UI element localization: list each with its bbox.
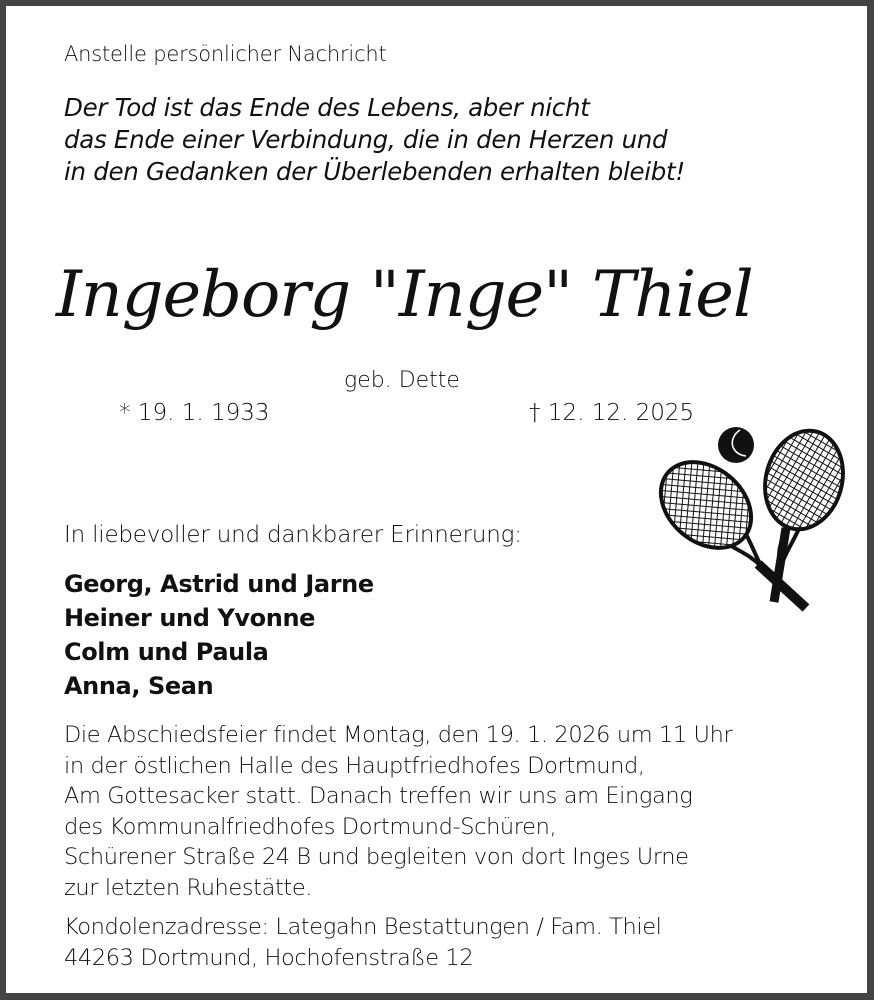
quote-line: Der Tod ist das Ende des Lebens, aber nicht bbox=[64, 93, 590, 122]
memory-line: In liebevoller und dankbarer Erinnerung: bbox=[64, 522, 522, 548]
family-member: Anna, Sean bbox=[64, 672, 214, 700]
family-member: Heiner und Yvonne bbox=[64, 604, 316, 632]
family-member: Colm und Paula bbox=[64, 638, 269, 666]
ceremony-line: zur letzten Ruhestätte. bbox=[64, 874, 313, 901]
birth-date: * 19. 1. 1933 bbox=[119, 400, 270, 426]
ceremony-line: Schürener Straße 24 B und begleiten von dort Inges Urne bbox=[64, 844, 689, 870]
condolence-line: 44263 Dortmund, Hochofenstraße 12 bbox=[64, 944, 474, 971]
ceremony-details bbox=[64, 720, 732, 903]
ceremony-line: Die Abschiedsfeier findet Montag, den 19. 1. 2026 um 11 Uhr bbox=[64, 722, 733, 748]
tennis-ball-icon bbox=[718, 427, 754, 463]
condolence-line: Kondolenzadresse: Lategahn Bestattungen / Fam. Thiel bbox=[64, 914, 662, 940]
ceremony-line: des Kommunalfriedhofes Dortmund-Schüren, bbox=[64, 813, 557, 840]
condolence-address bbox=[64, 912, 662, 973]
quote-line: in den Gedanken der Überlebenden erhalten bleibt! bbox=[64, 157, 685, 186]
intro-line: Anstelle persönlicher Nachricht bbox=[64, 42, 387, 66]
maiden-name: geb. Dette bbox=[344, 368, 460, 393]
ceremony-line: Am Gottesacker statt. Danach treffen wir uns am Eingang bbox=[64, 783, 693, 809]
ceremony-line: in der östlichen Halle des Hauptfriedhofes Dortmund, bbox=[64, 752, 645, 779]
quote-line: das Ende einer Verbindung, die in den Herzen und bbox=[64, 125, 668, 154]
tennis-rackets-icon bbox=[636, 416, 858, 626]
memorial-quote bbox=[64, 92, 685, 188]
obituary-notice bbox=[6, 6, 867, 993]
deceased-name: Ingeborg "Inge" Thiel bbox=[56, 258, 753, 332]
family-member: Georg, Astrid und Jarne bbox=[64, 570, 374, 598]
family-list bbox=[64, 567, 374, 703]
death-date: † 12. 12. 2025 bbox=[529, 400, 695, 426]
